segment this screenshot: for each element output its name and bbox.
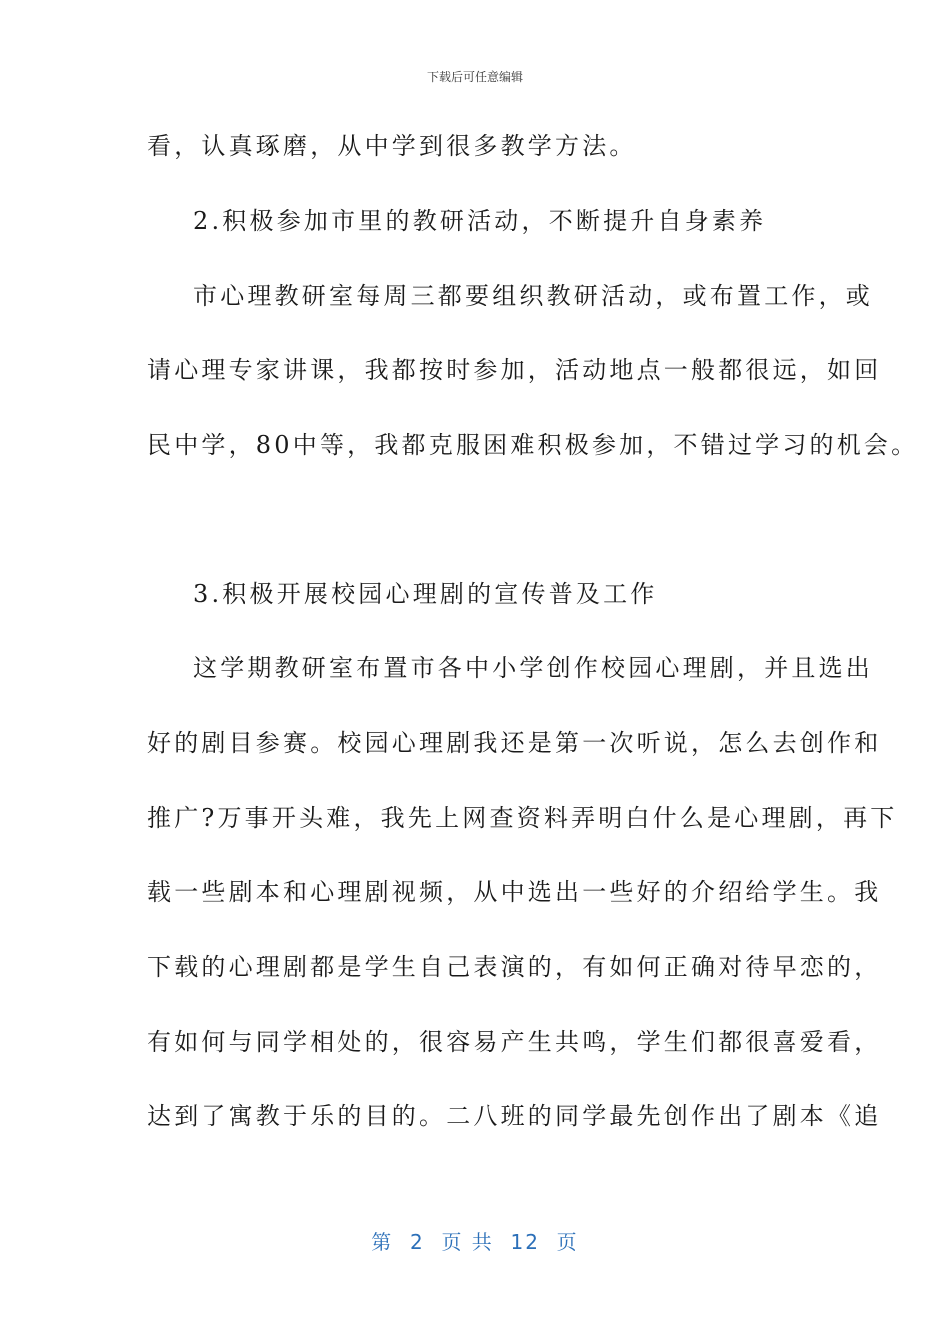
page-header: 下载后可任意编辑	[426, 70, 523, 84]
page-number-footer: 第 2 页 共 12 页	[371, 1230, 579, 1254]
body-line: 达到了寓教于乐的目的。二八班的同学最先创作出了剧本《追	[147, 1102, 882, 1130]
section-heading: 2.积极参加市里的教研活动，不断提升自身素养	[193, 207, 767, 235]
body-line: 好的剧目参赛。校园心理剧我还是第一次听说，怎么去创作和	[147, 729, 882, 757]
body-line: 推广?万事开头难，我先上网查资料弄明白什么是心理剧，再下	[147, 804, 898, 832]
body-line: 下载的心理剧都是学生自己表演的，有如何正确对待早恋的，	[147, 953, 882, 981]
section-heading: 3.积极开展校园心理剧的宣传普及工作	[193, 580, 658, 608]
body-line: 民中学，80中等，我都克服困难积极参加，不错过学习的机会。	[147, 431, 919, 459]
body-line: 请心理专家讲课，我都按时参加，活动地点一般都很远，如回	[147, 356, 882, 384]
body-line: 载一些剧本和心理剧视频，从中选出一些好的介绍给学生。我	[147, 878, 882, 906]
body-line: 看，认真琢磨，从中学到很多教学方法。	[147, 132, 637, 160]
body-line: 市心理教研室每周三都要组织教研活动，或布置工作，或	[193, 282, 873, 310]
body-line: 有如何与同学相处的，很容易产生共鸣，学生们都很喜爱看，	[147, 1028, 882, 1056]
body-line: 这学期教研室布置市各中小学创作校园心理剧，并且选出	[193, 654, 873, 682]
